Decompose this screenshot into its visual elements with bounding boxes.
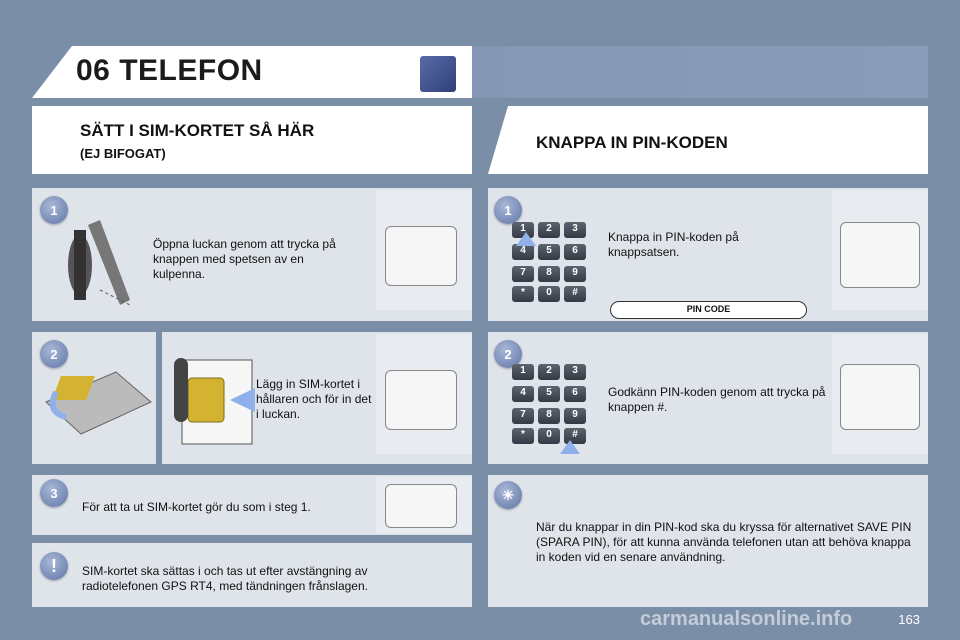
- keypad: [512, 364, 586, 444]
- page-number: 163: [898, 612, 920, 627]
- keypad-key[interactable]: 8: [538, 266, 560, 282]
- left-step-1-text: Öppna luckan genom att trycka på knappen med spetsen av en kulpenna.: [153, 237, 336, 281]
- pin-code-field: PIN CODE: [610, 301, 807, 319]
- sun-icon: ☀: [494, 481, 522, 509]
- step-badge: 2: [494, 340, 522, 368]
- radio-unit-icon: [840, 364, 920, 430]
- keypad-key[interactable]: 9: [564, 408, 586, 424]
- tip-text: När du knappar in din PIN-kod ska du kryssa för alternativet SAVE PIN (SPARA PIN), för att kunna använda telefonen utan att behöva knappa in koden vid en senare användning.: [536, 520, 912, 564]
- keypad-key[interactable]: #: [564, 286, 586, 302]
- arrow-up-icon: [560, 440, 580, 454]
- left-heading: SÄTT I SIM-KORTET SÅ HÄR: [80, 121, 315, 140]
- sim-tray-illustration: [36, 362, 154, 442]
- keypad-key[interactable]: 5: [538, 244, 560, 260]
- radio-unit-icon: [840, 222, 920, 288]
- warning-icon: !: [40, 552, 68, 580]
- step-badge: 1: [494, 196, 522, 224]
- step-badge: 1: [40, 196, 68, 224]
- keypad-key[interactable]: 1: [512, 222, 534, 238]
- keypad-key[interactable]: 7: [512, 266, 534, 282]
- keypad-key[interactable]: 2: [538, 364, 560, 380]
- right-step-2-text: Godkänn PIN-koden genom att trycka på knappen #.: [608, 385, 826, 414]
- keypad-key[interactable]: 3: [564, 222, 586, 238]
- top-strip: [472, 46, 928, 98]
- keypad-key[interactable]: 2: [538, 222, 560, 238]
- keypad-key[interactable]: 4: [512, 386, 534, 402]
- keypad-key[interactable]: 4: [512, 244, 534, 260]
- keypad-key[interactable]: 8: [538, 408, 560, 424]
- keypad-key[interactable]: 6: [564, 386, 586, 402]
- pen-illustration: [60, 210, 140, 310]
- keypad-key[interactable]: 0: [538, 428, 560, 444]
- radio-unit-icon: [385, 370, 457, 430]
- warning-text: SIM-kortet ska sättas i och tas ut efter avstängning av radiotelefonen GPS RT4, med tändningen frånslagen.: [82, 564, 368, 593]
- keypad-key[interactable]: *: [512, 428, 534, 444]
- radio-unit-icon: [385, 226, 457, 286]
- sim-card-illustration: [170, 350, 270, 450]
- keypad-key[interactable]: #: [564, 428, 586, 444]
- phone-chapter-icon: [420, 56, 456, 92]
- left-step-2-text: Lägg in SIM-kortet i hållaren och för in det i luckan.: [256, 377, 372, 421]
- keypad-key[interactable]: 3: [564, 364, 586, 380]
- keypad-key[interactable]: 1: [512, 364, 534, 380]
- right-step-1-text: Knappa in PIN-koden på knappsatsen.: [608, 230, 739, 259]
- keypad-key[interactable]: 5: [538, 386, 560, 402]
- keypad-key[interactable]: 0: [538, 286, 560, 302]
- right-heading: KNAPPA IN PIN-KODEN: [536, 133, 728, 152]
- keypad-key[interactable]: 6: [564, 244, 586, 260]
- page-title: 06 TELEFON: [76, 54, 263, 87]
- keypad-key[interactable]: 7: [512, 408, 534, 424]
- left-step-3-text: För att ta ut SIM-kortet gör du som i steg 1.: [82, 500, 311, 514]
- watermark: carmanualsonline.info: [640, 608, 853, 630]
- step-badge: 2: [40, 340, 68, 368]
- step-badge: 3: [40, 479, 68, 507]
- radio-unit-icon: [385, 484, 457, 528]
- keypad-key[interactable]: 9: [564, 266, 586, 282]
- left-subheading: (EJ BIFOGAT): [80, 146, 166, 161]
- keypad-key[interactable]: *: [512, 286, 534, 302]
- arrow-up-icon: [516, 232, 536, 246]
